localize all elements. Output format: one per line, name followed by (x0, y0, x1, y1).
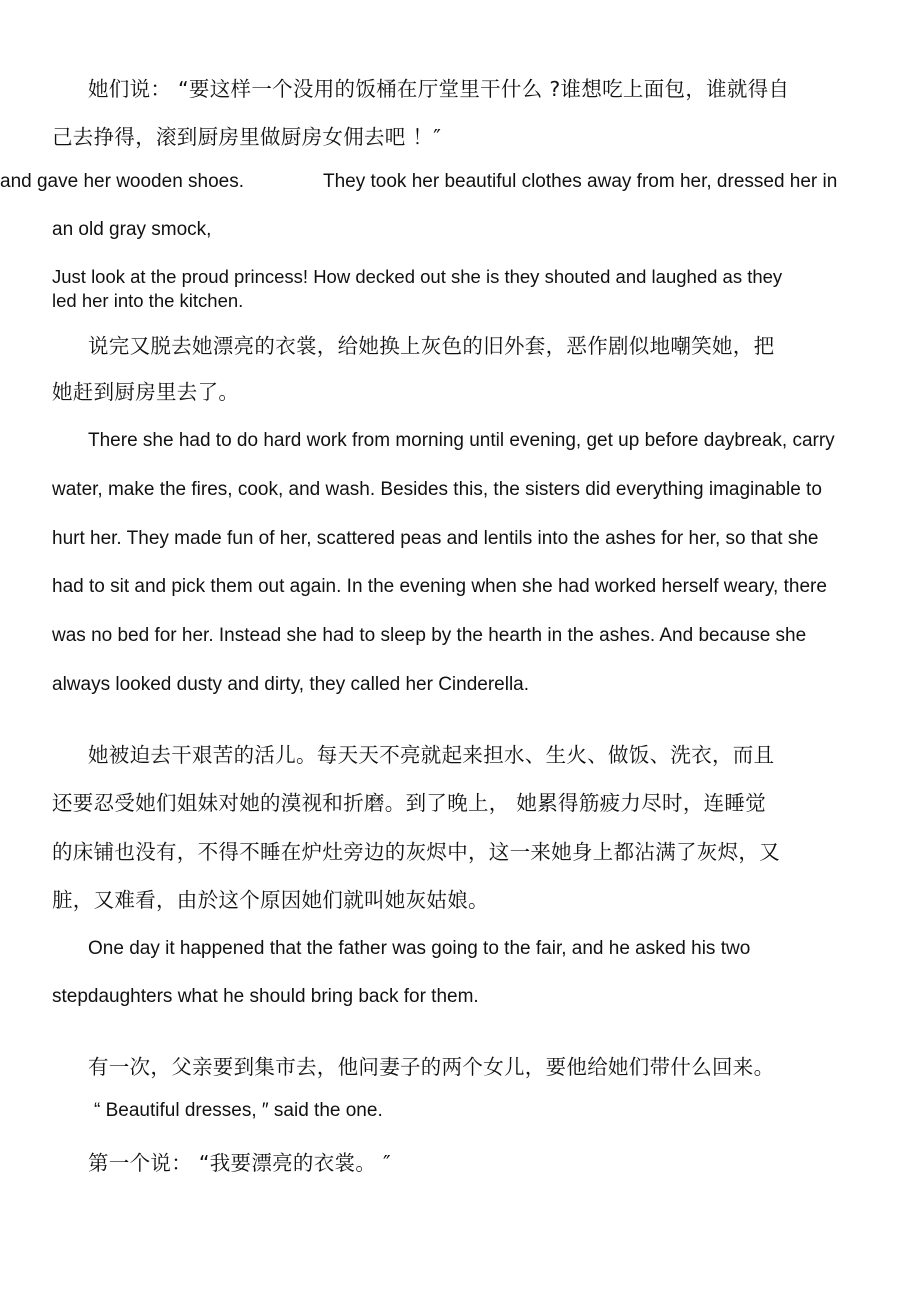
text-line: and gave her wooden shoes. (0, 171, 245, 192)
text-line: One day it happened that the father was going to the fair, and he asked his two (88, 938, 751, 959)
text-line: 己去挣得，滚到厨房里做厨房女佣去吧 ！″ (52, 125, 442, 149)
text-line: There she had to do hard work from morning until evening, get up before daybreak, carry (88, 430, 835, 451)
text-line: 她们说： “要这样一个没用的饭桶在厅堂里干什么 ?谁想吃上面包，谁就得自 (88, 77, 790, 101)
text-line: 有一次，父亲要到集市去，他问妻子的两个女儿，要他给她们带什么回来。 (88, 1055, 775, 1079)
text-line: 的床铺也没有，不得不睡在炉灶旁边的灰烬中，这一来她身上都沾满了灰烬，又 (52, 840, 780, 864)
text-line: always looked dusty and dirty, they called her Cinderella. (52, 674, 530, 695)
text-line: 脏，又难看，由於这个原因她们就叫她灰姑娘。 (52, 888, 489, 912)
text-line: 说完又脱去她漂亮的衣裳，给她换上灰色的旧外套，恶作剧似地嘲笑她，把 (88, 334, 775, 358)
text-line: an old gray smock, (52, 219, 212, 240)
text-line: water, make the fires, cook, and wash. Besides this, the sisters did everything imaginable to (52, 479, 822, 500)
text-line: had to sit and pick them out again. In the evening when she had worked herself weary, there (52, 576, 827, 597)
text-line: “ Beautiful dresses, ″ said the one. (94, 1100, 383, 1121)
text-line: 她赶到厨房里去了。 (52, 380, 240, 404)
text-line: 还要忍受她们姐妹对她的漠视和折磨。到了晚上， 她累得筋疲力尽时，连睡觉 (52, 791, 767, 815)
text-line: They took her beautiful clothes away from her, dressed her in (323, 171, 838, 192)
text-line: 第一个说： “我要漂亮的衣裳。 ″ (88, 1151, 391, 1175)
text-line: hurt her. They made fun of her, scattered peas and lentils into the ashes for her, so that she (52, 528, 819, 549)
text-line: Just look at the proud princess! How decked out she is they shouted and laughed as they (52, 266, 783, 287)
text-line: led her into the kitchen. (52, 290, 244, 311)
text-line: was no bed for her. Instead she had to sleep by the hearth in the ashes. And because she (52, 625, 807, 646)
text-line: 她被迫去干艰苦的活儿。每天天不亮就起来担水、生火、做饭、洗衣，而且 (88, 743, 775, 767)
text-line: stepdaughters what he should bring back for them. (52, 986, 479, 1007)
